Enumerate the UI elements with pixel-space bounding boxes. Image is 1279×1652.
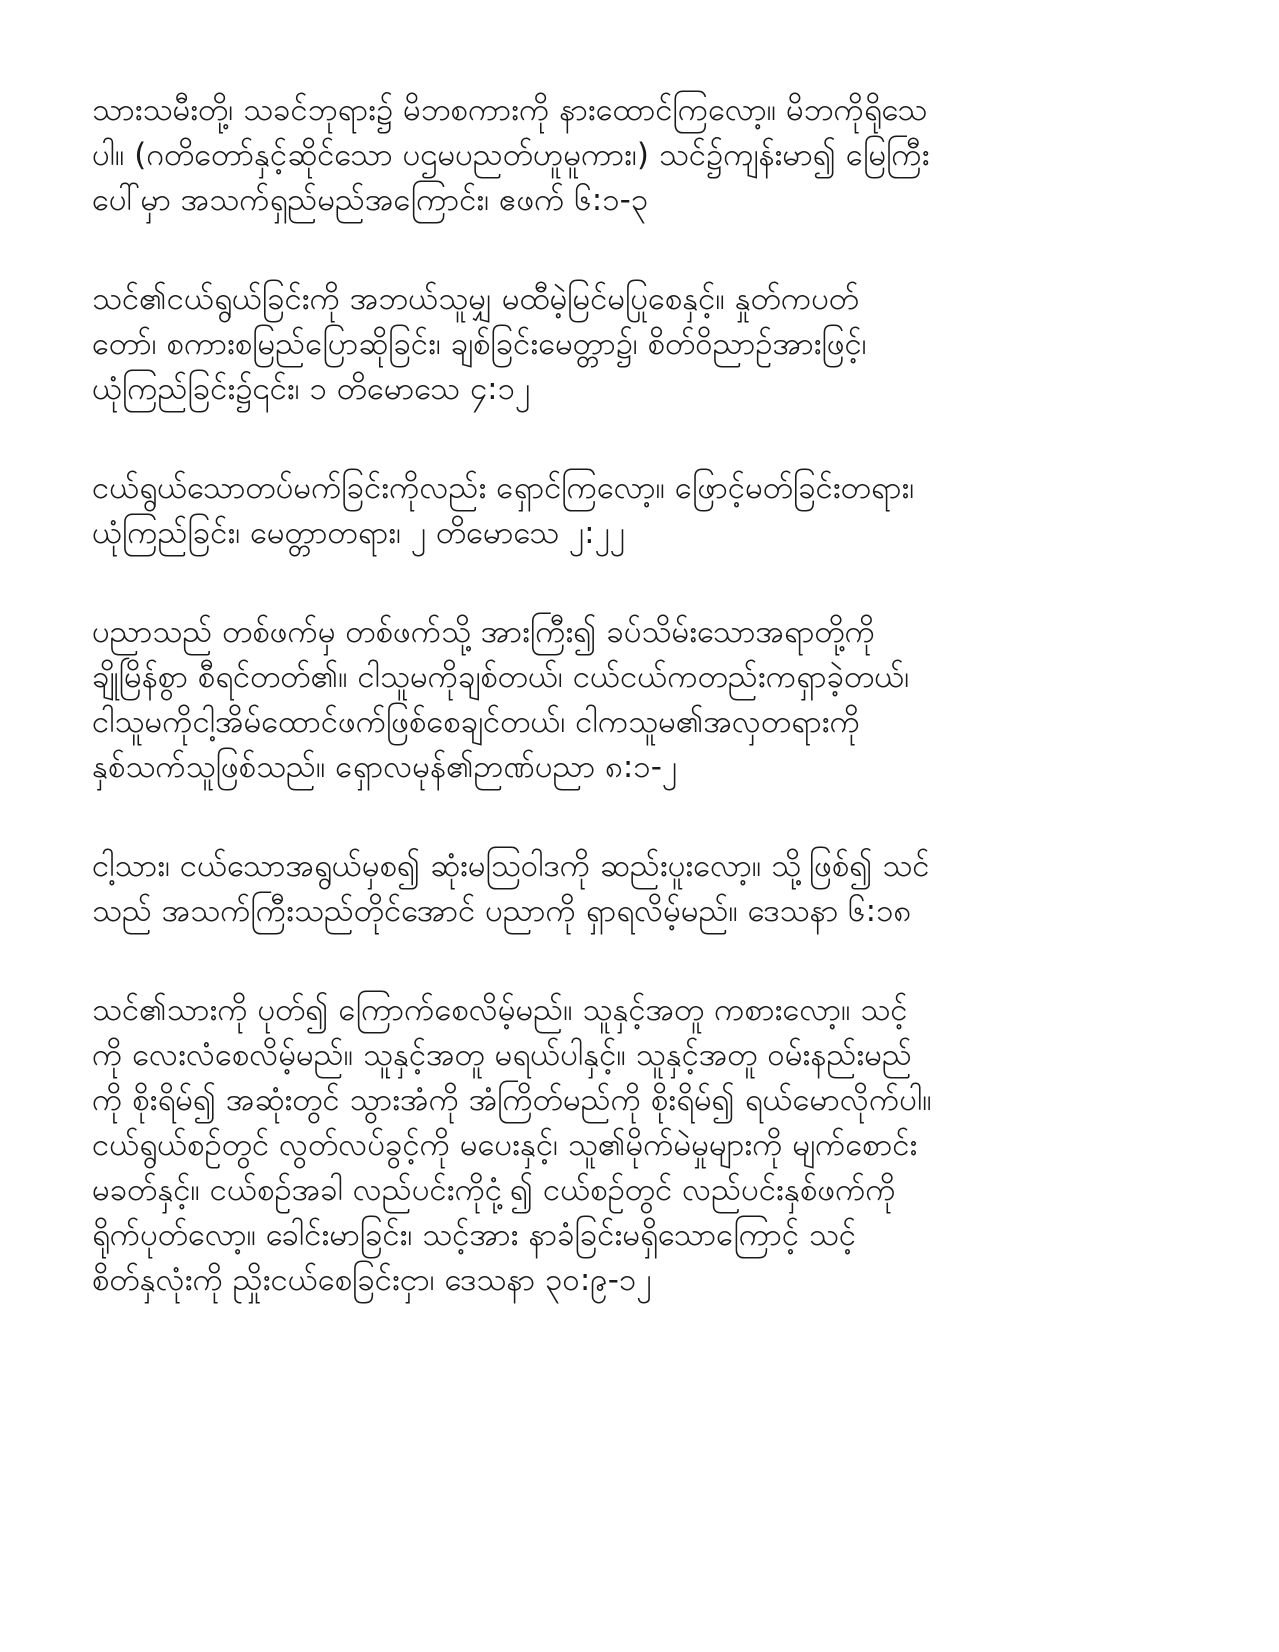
document-body <box>92 88 1202 1357</box>
verse-passage-1: သားသမီးတို့၊ သခင်ဘုရား၌ မိဘစကားကို နားထောင်ကြလော့။ မိဘကိုရိုသေ ပါ။ (ဂတိတော်နှင့်ဆိုင်သော ပဌမပညတ်ဟူမူကား၊) သင်၌ကျန်းမာ၍ မြေကြီး ပေါ်မှာ အသက်ရှည်မည်အကြောင်း၊ ဧဖက် ၆:၁-၃ <box>92 92 930 218</box>
verse-passage-6: သင်၏သားကို ပုတ်၍ ကြောက်စေလိမ့်မည်။ သူနှင့်အတူ ကစားလော့။ သင့် ကို လေးလံစေလိမ့်မည်။ သူနှင့်အတူ မရယ်ပါနှင့်။ သူနှင့်အတူ ဝမ်းနည်းမည် ကို စိုးရိမ်၍ အဆုံးတွင် သွားအံကို အံကြိတ်မည်ကို စိုးရိမ်၍ ရယ်မောလိုက်ပါ။ ငယ်ရွယ်စဉ်တွင် လွတ်လပ်ခွင့်ကို မပေးနှင့်၊ သူ၏မိုက်မဲမှုများကို မျက်စောင်း မခတ်နှင့်။ ငယ်စဉ်အခါ လည်ပင်းကိုငုံ့၍ ငယ်စဉ်တွင် လည်ပင်းနှစ်ဖက်ကို ရိုက်ပုတ်လော့။ ခေါင်းမာခြင်း၊ သင့်အား နာခံခြင်းမရှိသောကြောင့် သင့် စိတ်နှလုံးကို ညှိုးငယ်စေခြင်းငှာ၊ ဒေသနာ ၃၀:၉-၁၂ <box>92 992 932 1298</box>
verse-passage-3: ငယ်ရွယ်သောတပ်မက်ခြင်းကိုလည်း ရှောင်ကြလော့။ ဖြောင့်မတ်ခြင်းတရား၊ ယုံကြည်ခြင်း၊ မေတ္တာတရား၊ ၂ တိမောသေ ၂:၂၂ <box>92 470 915 551</box>
verse-passage-2: သင်၏ငယ်ရွယ်ခြင်းကို အဘယ်သူမျှ မထီမဲ့မြင်မပြုစေနှင့်။ နှုတ်ကပတ် တော်၊ စကားစမြည်ပြောဆိုခြင်း၊ ချစ်ခြင်းမေတ္တာ၌၊ စိတ်ဝိညာဉ်အားဖြင့်၊ ယုံကြည်ခြင်း၌၎င်း၊ ၁ တိမောသေ ၄:၁၂ <box>92 281 867 407</box>
verse-passage-4: ပညာသည် တစ်ဖက်မှ တစ်ဖက်သို့ အားကြီး၍ ခပ်သိမ်းသောအရာတို့ကို ချိုမြိန်စွာ စီရင်တတ်၏။ ငါသူမကိုချစ်တယ်၊ ငယ်ငယ်ကတည်းကရှာခဲ့တယ်၊ ငါသူမကိုငါ့အိမ်ထောင်ဖက်ဖြစ်စေချင်တယ်၊ ငါကသူမ၏အလှတရားကို နှစ်သက်သူဖြစ်သည်။ ရှောလမုန်၏ဉာဏ်ပညာ ၈:၁-၂ <box>92 614 910 785</box>
verse-passage-5: ငါ့သား၊ ငယ်သောအရွယ်မှစ၍ ဆုံးမဩဝါဒကို ဆည်းပူးလော့။ သို့ဖြစ်၍ သင် သည် အသက်ကြီးသည်တိုင်အောင် ပညာကို ရှာရလိမ့်မည်။ ဒေသနာ ၆:၁၈ <box>92 848 930 929</box>
